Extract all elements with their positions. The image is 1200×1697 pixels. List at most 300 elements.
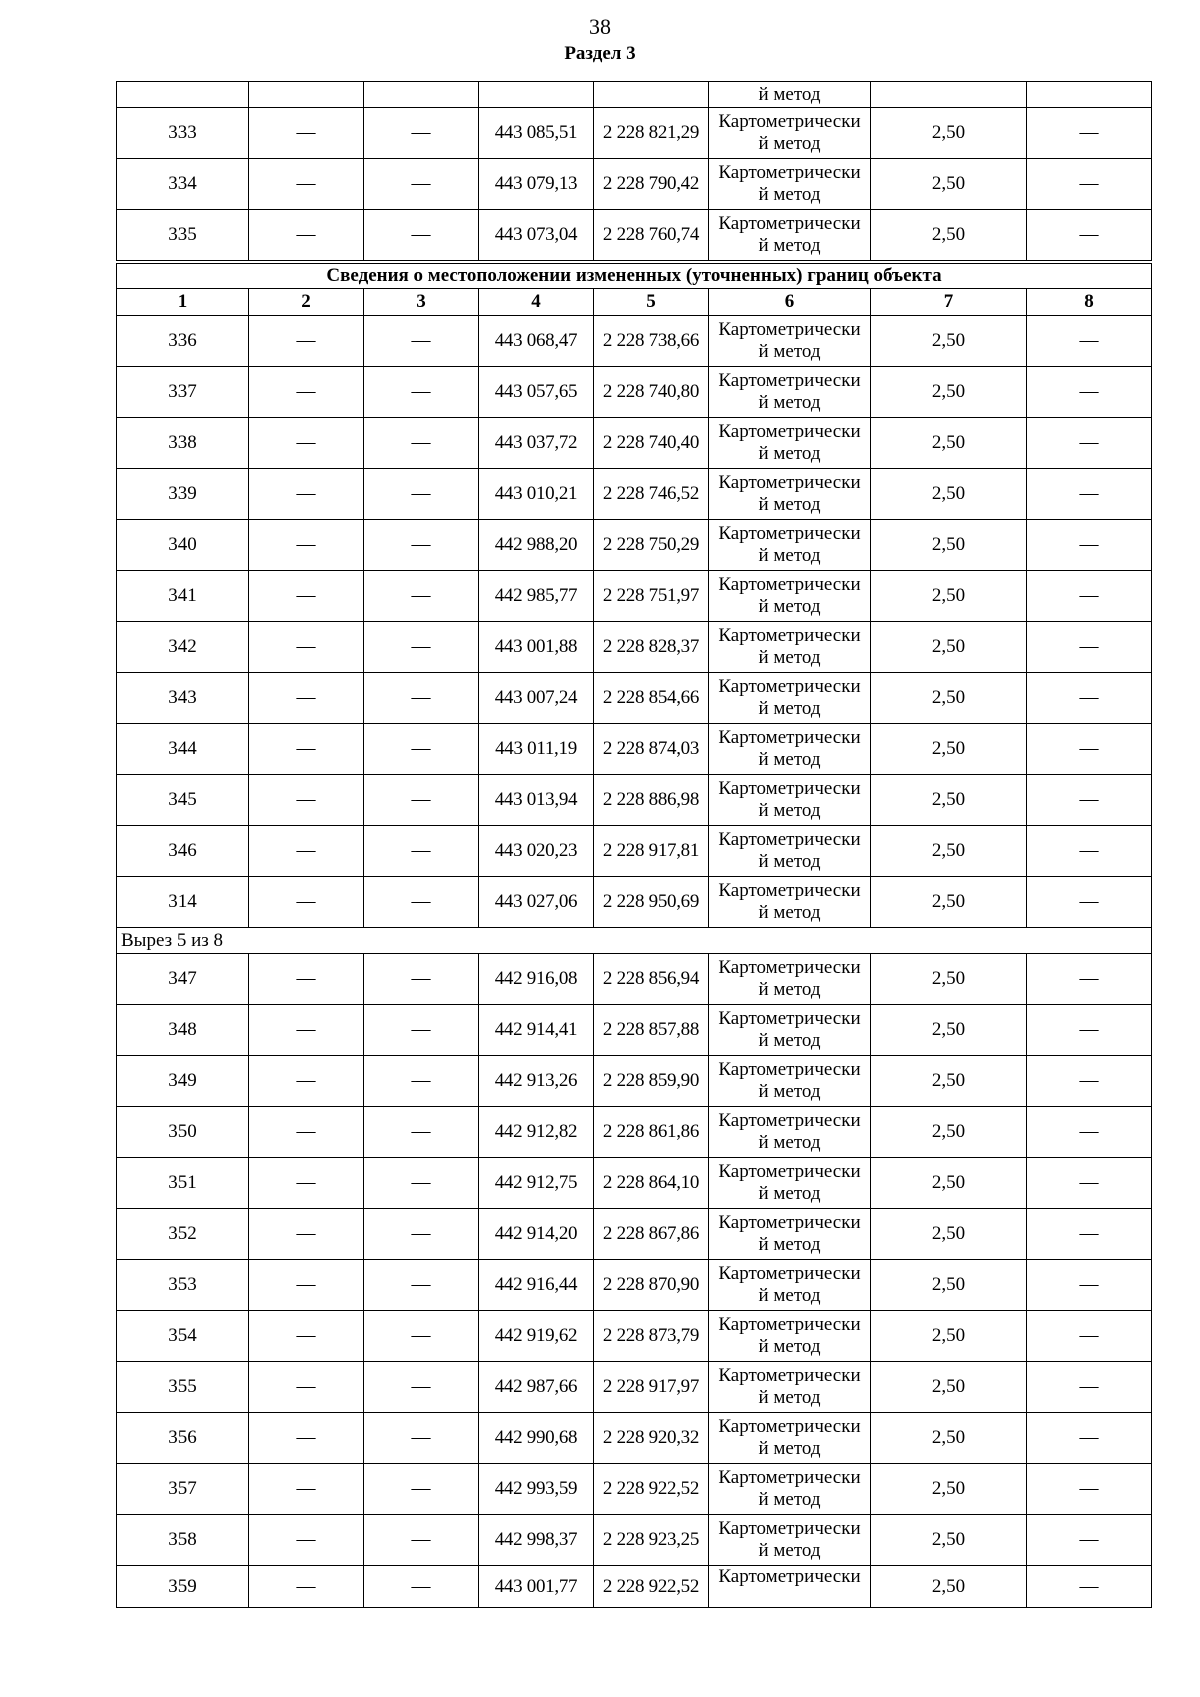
column-3-cell: — [364,954,479,1005]
point-number-cell: 347 [117,954,249,1005]
point-number-cell: 358 [117,1515,249,1566]
point-number-cell: 357 [117,1464,249,1515]
x-coordinate-cell: 442 988,20 [479,520,594,571]
x-coordinate-cell: 443 010,21 [479,469,594,520]
method-line-1: Картометрически [718,213,861,234]
method-cell [709,673,871,724]
table-row [117,724,1152,775]
column-2-cell: — [249,571,364,622]
accuracy-cell: 2,50 [871,1311,1027,1362]
x-coordinate-cell: 442 993,59 [479,1464,594,1515]
y-coordinate-cell: 2 228 917,97 [594,1362,709,1413]
table-row [117,877,1152,928]
column-8-cell: — [1027,1005,1152,1056]
point-number-cell: 344 [117,724,249,775]
method-cell [709,1209,871,1260]
accuracy-cell: 2,50 [871,1260,1027,1311]
y-coordinate-cell: 2 228 917,81 [594,826,709,877]
method-line-2: й метод [758,443,821,464]
x-coordinate-cell: 443 037,72 [479,418,594,469]
method-line-1: Картометрически [718,421,861,442]
column-8-cell: — [1027,367,1152,418]
table-row [117,571,1152,622]
column-3-cell: — [364,1260,479,1311]
point-number-cell: 336 [117,316,249,367]
column-number: 5 [594,289,709,316]
column-number: 2 [249,289,364,316]
accuracy-cell: 2,50 [871,1209,1027,1260]
column-2-cell: — [249,1209,364,1260]
accuracy-cell: 2,50 [871,367,1027,418]
column-2-cell: — [249,1056,364,1107]
method-cell [709,1362,871,1413]
accuracy-cell: 2,50 [871,954,1027,1005]
point-number-cell: 337 [117,367,249,418]
column-3-cell: — [364,571,479,622]
table-row [117,418,1152,469]
x-coordinate-cell: 443 079,13 [479,159,594,210]
column-8-cell: — [1027,418,1152,469]
table-row [117,316,1152,367]
method-line-2: й метод [758,979,821,1000]
table-row [117,1362,1152,1413]
table-row [117,622,1152,673]
column-8-cell: — [1027,159,1152,210]
point-number-cell: 341 [117,571,249,622]
x-coordinate-cell: 443 057,65 [479,367,594,418]
column-8-cell: — [1027,1158,1152,1209]
column-2-cell: — [249,520,364,571]
method-line-2: й метод [758,235,821,256]
method-cell [709,108,871,159]
y-coordinate-cell: 2 228 856,94 [594,954,709,1005]
column-2-cell: — [249,1515,364,1566]
table-row [117,1311,1152,1362]
x-coordinate-cell: 443 073,04 [479,210,594,263]
accuracy-cell: 2,50 [871,520,1027,571]
method-cell [709,418,871,469]
accuracy-cell: 2,50 [871,724,1027,775]
method-line-1: Картометрически [718,1110,861,1131]
point-number-cell: 339 [117,469,249,520]
column-2-cell: — [249,1158,364,1209]
column-8-cell: — [1027,210,1152,263]
accuracy-cell: 2,50 [871,1566,1027,1608]
table-row [117,108,1152,159]
column-3-cell: — [364,1362,479,1413]
column-2-cell: — [249,1005,364,1056]
method-cell [709,1311,871,1362]
accuracy-cell: 2,50 [871,673,1027,724]
method-line-2: й метод [758,800,821,821]
column-numbers-row [117,289,1152,316]
method-line-1: Картометрически [718,1059,861,1080]
column-8-cell: — [1027,1311,1152,1362]
column-8-cell: — [1027,1107,1152,1158]
method-line-1: Картометрически [718,1212,861,1233]
point-number-cell: 338 [117,418,249,469]
section-title: Раздел 3 [564,43,636,64]
cutout-label: Вырез 5 из 8 [117,928,1152,954]
accuracy-cell: 2,50 [871,877,1027,928]
x-coordinate-cell: 442 916,44 [479,1260,594,1311]
x-coordinate-cell: 442 912,75 [479,1158,594,1209]
x-coordinate-cell: 442 914,20 [479,1209,594,1260]
x-coordinate-cell: 443 013,94 [479,775,594,826]
column-number: 1 [117,289,249,316]
column-2-cell: — [249,1566,364,1608]
point-number-cell: 335 [117,210,249,263]
accuracy-cell: 2,50 [871,1107,1027,1158]
x-coordinate-cell: 442 990,68 [479,1413,594,1464]
y-coordinate-cell: 2 228 922,52 [594,1464,709,1515]
method-line-1: Картометрически [718,472,861,493]
y-coordinate-cell: 2 228 738,66 [594,316,709,367]
column-3-cell: — [364,1566,479,1608]
accuracy-cell: 2,50 [871,1158,1027,1209]
method-cell [709,954,871,1005]
y-coordinate-cell: 2 228 886,98 [594,775,709,826]
column-8-cell: — [1027,1464,1152,1515]
column-3-cell: — [364,1005,479,1056]
table-row [117,159,1152,210]
method-tail-cell: й метод [709,82,871,108]
y-coordinate-cell: 2 228 740,80 [594,367,709,418]
method-line-2: й метод [758,392,821,413]
method-line-2: й метод [758,184,821,205]
column-3-cell: — [364,108,479,159]
method-line-2: й метод [758,1030,821,1051]
method-line-2: й метод [758,1132,821,1153]
method-line-1: Картометрически [718,523,861,544]
column-2-cell: — [249,1464,364,1515]
column-8-cell: — [1027,1566,1152,1608]
column-8-cell: — [1027,1362,1152,1413]
column-8-cell: — [1027,520,1152,571]
column-2-cell: — [249,159,364,210]
x-coordinate-cell: 442 987,66 [479,1362,594,1413]
point-number-cell: 345 [117,775,249,826]
method-line-1: Картометрически [718,778,861,799]
column-3-cell: — [364,622,479,673]
method-cell [709,1515,871,1566]
method-line-2: й метод [758,545,821,566]
method-line-1: Картометрически [718,1416,861,1437]
method-line-2: й метод [758,1336,821,1357]
continuation-row [117,82,1152,108]
method-cell [709,826,871,877]
method-cell [709,1056,871,1107]
column-8-cell: — [1027,1515,1152,1566]
point-number-cell: 334 [117,159,249,210]
method-cell [709,1158,871,1209]
cell-empty [871,82,1027,108]
point-number-cell: 350 [117,1107,249,1158]
y-coordinate-cell: 2 228 746,52 [594,469,709,520]
column-3-cell: — [364,159,479,210]
y-coordinate-cell: 2 228 861,86 [594,1107,709,1158]
method-cell [709,1566,871,1608]
column-3-cell: — [364,775,479,826]
method-line-1: Картометрически [718,1314,861,1335]
method-line-1: Картометрически [718,1008,861,1029]
column-number: 4 [479,289,594,316]
accuracy-cell: 2,50 [871,826,1027,877]
method-cell [709,571,871,622]
accuracy-cell: 2,50 [871,1464,1027,1515]
cell-empty [479,82,594,108]
y-coordinate-cell: 2 228 920,32 [594,1413,709,1464]
column-3-cell: — [364,1209,479,1260]
x-coordinate-cell: 442 914,41 [479,1005,594,1056]
accuracy-cell: 2,50 [871,622,1027,673]
column-2-cell: — [249,826,364,877]
x-coordinate-cell: 443 068,47 [479,316,594,367]
column-2-cell: — [249,877,364,928]
x-coordinate-cell: 442 912,82 [479,1107,594,1158]
column-3-cell: — [364,469,479,520]
column-3-cell: — [364,1158,479,1209]
table-row [117,673,1152,724]
cell-empty [249,82,364,108]
y-coordinate-cell: 2 228 790,42 [594,159,709,210]
method-line-1: Картометрически [718,1467,861,1488]
point-number-cell: 354 [117,1311,249,1362]
method-cell [709,1464,871,1515]
column-2-cell: — [249,469,364,520]
table-row [117,1515,1152,1566]
y-coordinate-cell: 2 228 923,25 [594,1515,709,1566]
table-row [117,1260,1152,1311]
method-line-2: й метод [758,1234,821,1255]
method-line-2: й метод [758,851,821,872]
point-number-cell: 348 [117,1005,249,1056]
method-line-1: Картометрически [718,880,861,901]
y-coordinate-cell: 2 228 870,90 [594,1260,709,1311]
method-line-2: й метод [758,1438,821,1459]
method-cell [709,469,871,520]
column-8-cell: — [1027,622,1152,673]
method-cell [709,316,871,367]
method-cell [709,367,871,418]
accuracy-cell: 2,50 [871,159,1027,210]
column-2-cell: — [249,1107,364,1158]
column-8-cell: — [1027,673,1152,724]
column-number: 6 [709,289,871,316]
x-coordinate-cell: 443 001,77 [479,1566,594,1608]
method-line-2: й метод [758,1183,821,1204]
x-coordinate-cell: 443 001,88 [479,622,594,673]
column-8-cell: — [1027,775,1152,826]
accuracy-cell: 2,50 [871,775,1027,826]
y-coordinate-cell: 2 228 857,88 [594,1005,709,1056]
method-line-2: й метод [758,1387,821,1408]
cell-empty [1027,82,1152,108]
column-3-cell: — [364,367,479,418]
table-row [117,367,1152,418]
table-row [117,520,1152,571]
column-3-cell: — [364,1464,479,1515]
x-coordinate-cell: 442 916,08 [479,954,594,1005]
y-coordinate-cell: 2 228 760,74 [594,210,709,263]
column-2-cell: — [249,954,364,1005]
method-line-1: Картометрически [718,1566,861,1587]
accuracy-cell: 2,50 [871,469,1027,520]
method-line-2: й метод [758,1540,821,1561]
column-3-cell: — [364,1056,479,1107]
y-coordinate-cell: 2 228 867,86 [594,1209,709,1260]
column-number: 8 [1027,289,1152,316]
method-cell [709,1413,871,1464]
column-2-cell: — [249,775,364,826]
section-heading: Сведения о местоположении измененных (уточненных) границ объекта [117,262,1152,289]
method-line-2: й метод [758,341,821,362]
column-2-cell: — [249,210,364,263]
table-row [117,1209,1152,1260]
method-line-1: Картометрически [718,829,861,850]
table-row [117,775,1152,826]
method-cell [709,520,871,571]
column-2-cell: — [249,108,364,159]
coordinates-table [116,81,1152,1608]
section-heading-row [117,262,1152,289]
point-number-cell: 346 [117,826,249,877]
method-line-1: Картометрически [718,111,861,132]
column-2-cell: — [249,673,364,724]
column-number: 3 [364,289,479,316]
accuracy-cell: 2,50 [871,1005,1027,1056]
method-line-2: й метод [758,698,821,719]
column-8-cell: — [1027,1260,1152,1311]
cell-empty [594,82,709,108]
column-8-cell: — [1027,469,1152,520]
column-3-cell: — [364,1107,479,1158]
y-coordinate-cell: 2 228 750,29 [594,520,709,571]
point-number-cell: 355 [117,1362,249,1413]
point-number-cell: 340 [117,520,249,571]
column-3-cell: — [364,826,479,877]
method-line-2: й метод [758,1489,821,1510]
y-coordinate-cell: 2 228 874,03 [594,724,709,775]
y-coordinate-cell: 2 228 854,66 [594,673,709,724]
method-line-1: Картометрически [718,319,861,340]
point-number-cell: 353 [117,1260,249,1311]
method-line-2: й метод [758,647,821,668]
point-number-cell: 359 [117,1566,249,1608]
y-coordinate-cell: 2 228 740,40 [594,418,709,469]
point-number-cell: 356 [117,1413,249,1464]
x-coordinate-cell: 442 919,62 [479,1311,594,1362]
accuracy-cell: 2,50 [871,316,1027,367]
point-number-cell: 343 [117,673,249,724]
method-line-2: й метод [758,1081,821,1102]
method-cell [709,622,871,673]
column-2-cell: — [249,367,364,418]
accuracy-cell: 2,50 [871,210,1027,263]
column-3-cell: — [364,418,479,469]
column-3-cell: — [364,1311,479,1362]
column-8-cell: — [1027,1209,1152,1260]
cell-empty [117,82,249,108]
column-3-cell: — [364,520,479,571]
table-row [117,1566,1152,1608]
column-2-cell: — [249,622,364,673]
table-row [117,210,1152,263]
point-number-cell: 314 [117,877,249,928]
column-3-cell: — [364,724,479,775]
point-number-cell: 352 [117,1209,249,1260]
y-coordinate-cell: 2 228 821,29 [594,108,709,159]
method-cell [709,1107,871,1158]
column-8-cell: — [1027,108,1152,159]
accuracy-cell: 2,50 [871,418,1027,469]
y-coordinate-cell: 2 228 873,79 [594,1311,709,1362]
method-line-1: Картометрически [718,957,861,978]
column-2-cell: — [249,1260,364,1311]
x-coordinate-cell: 443 020,23 [479,826,594,877]
method-line-1: Картометрически [718,1263,861,1284]
point-number-cell: 349 [117,1056,249,1107]
y-coordinate-cell: 2 228 922,52 [594,1566,709,1608]
cutout-label-row [117,928,1152,954]
method-line-2: й метод [758,1285,821,1306]
x-coordinate-cell: 443 007,24 [479,673,594,724]
method-line-2: й метод [758,494,821,515]
column-3-cell: — [364,210,479,263]
table-row [117,1107,1152,1158]
table-row [117,1005,1152,1056]
column-3-cell: — [364,673,479,724]
column-8-cell: — [1027,571,1152,622]
method-cell [709,159,871,210]
page-number: 38 [589,14,611,39]
column-3-cell: — [364,316,479,367]
column-2-cell: — [249,724,364,775]
method-cell [709,775,871,826]
column-2-cell: — [249,1362,364,1413]
column-8-cell: — [1027,724,1152,775]
column-2-cell: — [249,316,364,367]
method-line-1: Картометрически [718,727,861,748]
method-line-1: Картометрически [718,1161,861,1182]
method-line-2: й метод [758,133,821,154]
column-8-cell: — [1027,877,1152,928]
column-3-cell: — [364,1515,479,1566]
x-coordinate-cell: 442 985,77 [479,571,594,622]
method-line-1: Картометрически [718,1365,861,1386]
column-3-cell: — [364,877,479,928]
accuracy-cell: 2,50 [871,1362,1027,1413]
point-number-cell: 333 [117,108,249,159]
method-cell [709,210,871,263]
column-8-cell: — [1027,1413,1152,1464]
method-line-1: Картометрически [718,1518,861,1539]
column-number: 7 [871,289,1027,316]
table-row [117,1056,1152,1107]
column-8-cell: — [1027,1056,1152,1107]
column-2-cell: — [249,1413,364,1464]
x-coordinate-cell: 443 011,19 [479,724,594,775]
method-cell [709,1005,871,1056]
table-row [117,954,1152,1005]
method-line-2: й метод [758,596,821,617]
column-8-cell: — [1027,316,1152,367]
column-2-cell: — [249,418,364,469]
accuracy-cell: 2,50 [871,1515,1027,1566]
method-line-2: й метод [758,749,821,770]
cell-empty [364,82,479,108]
y-coordinate-cell: 2 228 859,90 [594,1056,709,1107]
